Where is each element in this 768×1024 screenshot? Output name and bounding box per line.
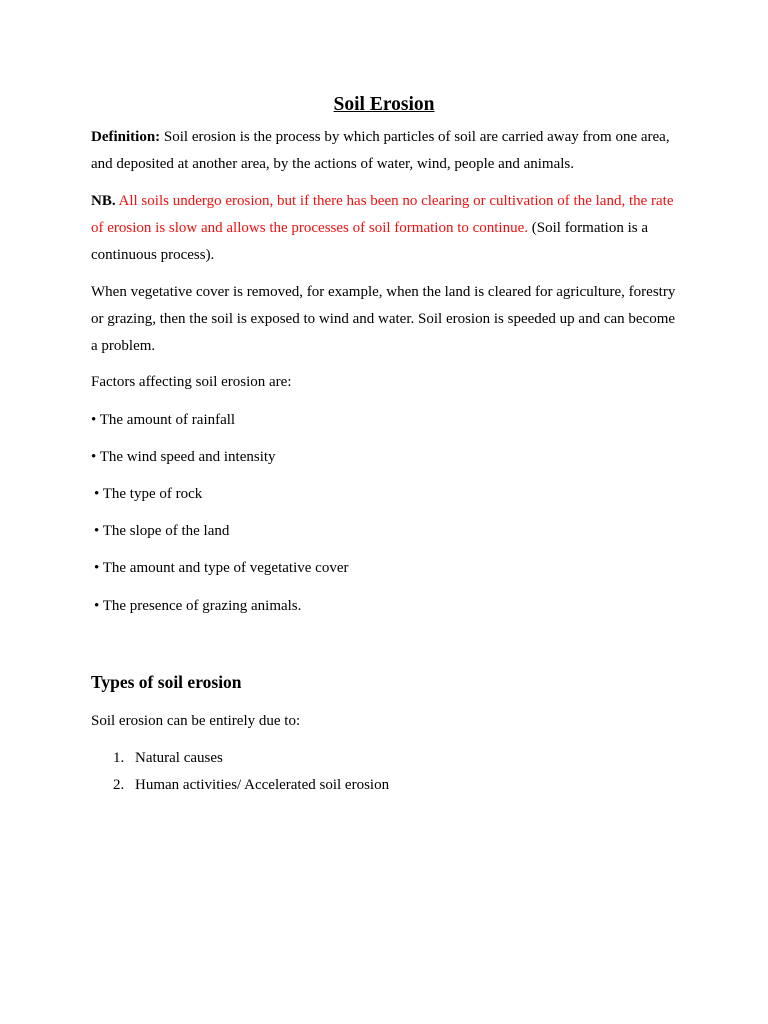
vegetative-cover-paragraph: When vegetative cover is removed, for example, when the land is cleared for agriculture, forestry or grazing, then the soil is exposed to wind and water. Soil erosion is speeded up and can become a problem. [91, 284, 676, 354]
types-list-item [113, 748, 223, 768]
factors-intro: Factors affecting soil erosion are: [91, 374, 292, 390]
factor-item: • The slope of the land [94, 523, 230, 539]
types-intro: Soil erosion can be entirely due to: [91, 713, 301, 729]
definition-label: Definition: [91, 129, 161, 145]
factor-item: • The wind speed and intensity [91, 449, 276, 465]
list-number: 1. [113, 750, 125, 766]
nb-paragraph [91, 188, 683, 269]
types-heading: Types of soil erosion [91, 672, 242, 692]
factor-item: • The presence of grazing animals. [94, 598, 302, 614]
types-list-item [113, 775, 389, 795]
nb-tail-text: (Soil formation is a continuous process). [91, 220, 649, 263]
list-item-text: Human activities/ Accelerated soil erosion [135, 777, 390, 793]
factor-item: • The amount and type of vegetative cover [94, 560, 349, 576]
factor-item: • The amount of rainfall [91, 412, 236, 428]
nb-label: NB. [91, 193, 116, 209]
page-title: Soil Erosion [333, 94, 435, 115]
nb-highlight-text: All soils undergo erosion, but if there has been no clearing or cultivation of the land, the rate of erosion is slow and allows the processes of soil formation to continue. [91, 193, 674, 236]
definition-paragraph [91, 124, 683, 178]
factor-item: • The type of rock [94, 486, 203, 502]
list-number: 2. [113, 777, 125, 793]
list-item-text: Natural causes [135, 750, 223, 766]
definition-text: Soil erosion is the process by which particles of soil are carried away from one area, and deposited at another area, by the actions of water, wind, people and animals. [91, 129, 670, 172]
